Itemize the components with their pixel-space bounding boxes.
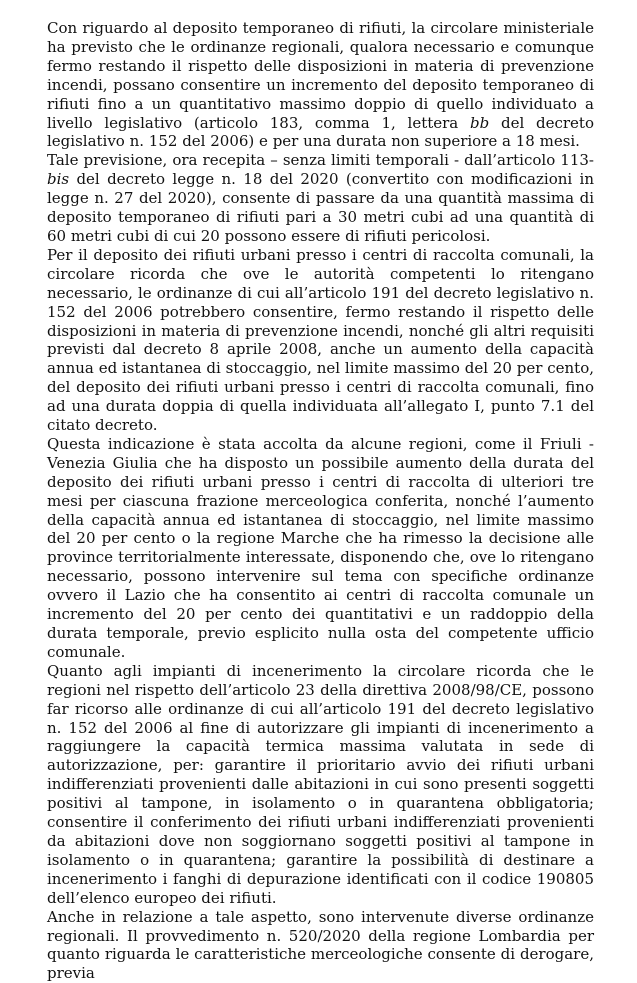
italic-run: bis bbox=[47, 170, 70, 189]
text-run: Anche in relazione a tale aspetto, sono intervenute diverse ordinanze regionali. Il provvedimento n. 520/2020 della regione Lombardia per quanto riguarda le caratteristiche merceologiche consente di derogare, previa bbox=[47, 907, 594, 983]
paragraph-deposito-temporaneo bbox=[47, 19, 594, 151]
text-run: del decreto legislativo n. 152 del 2006) e per una durata non superiore a 18 mesi. bbox=[47, 113, 594, 151]
text-run: del decreto legge n. 18 del 2020 (convertito con modificazioni in legge n. 27 del 2020), consente di passare da una quantità massima di deposito temporaneo di rifiuti pari a 30 metri cubi ad una quantità di 60 metri cubi di cui 20 possono essere di rifiuti pericolosi. bbox=[47, 170, 594, 245]
paragraph-incenerimento bbox=[47, 662, 594, 908]
text-run: Tale previsione, ora recepita – senza limiti temporali - dall’articolo 113- bbox=[47, 151, 594, 170]
text-run: Con riguardo al deposito temporaneo di rifiuti, la circolare ministeriale ha previsto che le ordinanze regionali, qualora necessario e comunque fermo restando il rispetto delle disposizioni in materia di prevenzione incendi, possano consentire un incremento del deposito temporaneo di rifiuti fino a un quantitativo massimo doppio di quello individuato a livello legislativo (articolo 183, comma 1, lettera bbox=[47, 19, 594, 132]
italic-run: bb bbox=[470, 113, 490, 132]
paragraph-regioni bbox=[47, 435, 594, 662]
paragraph-centri-raccolta bbox=[47, 246, 594, 435]
text-run: Quanto agli impianti di incenerimento la circolare ricorda che le regioni nel rispetto dell’articolo 23 della direttiva 2008/98/CE, possono far ricorso alle ordinanze di cui all’articolo 191 del decreto legislativo n. 152 del 2006 al fine di autorizzare gli impianti di incenerimento a raggiungere la capacità termica massima valutata in sede di autorizzazione, per: garantire il prioritario avvio dei rifiuti urbani indifferenziati provenienti dalle abitazioni in cui sono presenti soggetti positivi al tampone, in isolamento o in quarantena obbligatoria; consentire il conferimento dei rifiuti urbani indifferenziati provenienti da abitazioni dove non soggiornano soggetti positivi al tampone in isolamento o in quarantena; garantire la possibilità di destinare a incenerimento i fanghi di depurazione identificati con il codice 190805 dell’elenco europeo dei rifiuti. bbox=[47, 661, 594, 907]
paragraph-articolo-113-bis bbox=[47, 151, 594, 246]
paragraph-ordinanze-regionali bbox=[47, 908, 594, 983]
text-run: Per il deposito dei rifiuti urbani presso i centri di raccolta comunali, la circolare ricorda che ove le autorità competenti lo ritengano necessario, le ordinanze di cui all’articolo 191 del decreto legislativo n. 152 del 2006 potrebbero consentire, fermo restando il rispetto delle disposizioni in materia di prevenzione incendi, nonché gli altri requisiti previsti dal decreto 8 aprile 2008, anche un aumento della capacità annua ed istantanea di stoccaggio, nel limite massimo del 20 per cento, del deposito dei rifiuti urbani presso i centri di raccolta comunali, fino ad una durata doppia di quella individuata all’allegato I, punto 7.1 del citato decreto. bbox=[47, 245, 594, 435]
text-run: Questa indicazione è stata accolta da alcune regioni, come il Friuli - Venezia Giulia che ha disposto un possibile aumento della durata del deposito dei rifiuti urbani presso i centri di raccolta di ulteriori tre mesi per ciascuna frazione merceologica conferita, nonché l’aumento della capacità annua ed istantanea di stoccaggio, nel limite massimo del 20 per cento o la regione Marche che ha rimesso la decisione alle province territorialmente interessate, disponendo che, ove lo ritengano necessario, possono intervenire sul tema con specifiche ordinanze ovvero il Lazio che ha consentito ai centri di raccolta comunale un incremento del 20 per cento dei quantitativi e un raddoppio della durata temporale, previo esplicito nulla osta del competente ufficio comunale. bbox=[47, 434, 594, 661]
